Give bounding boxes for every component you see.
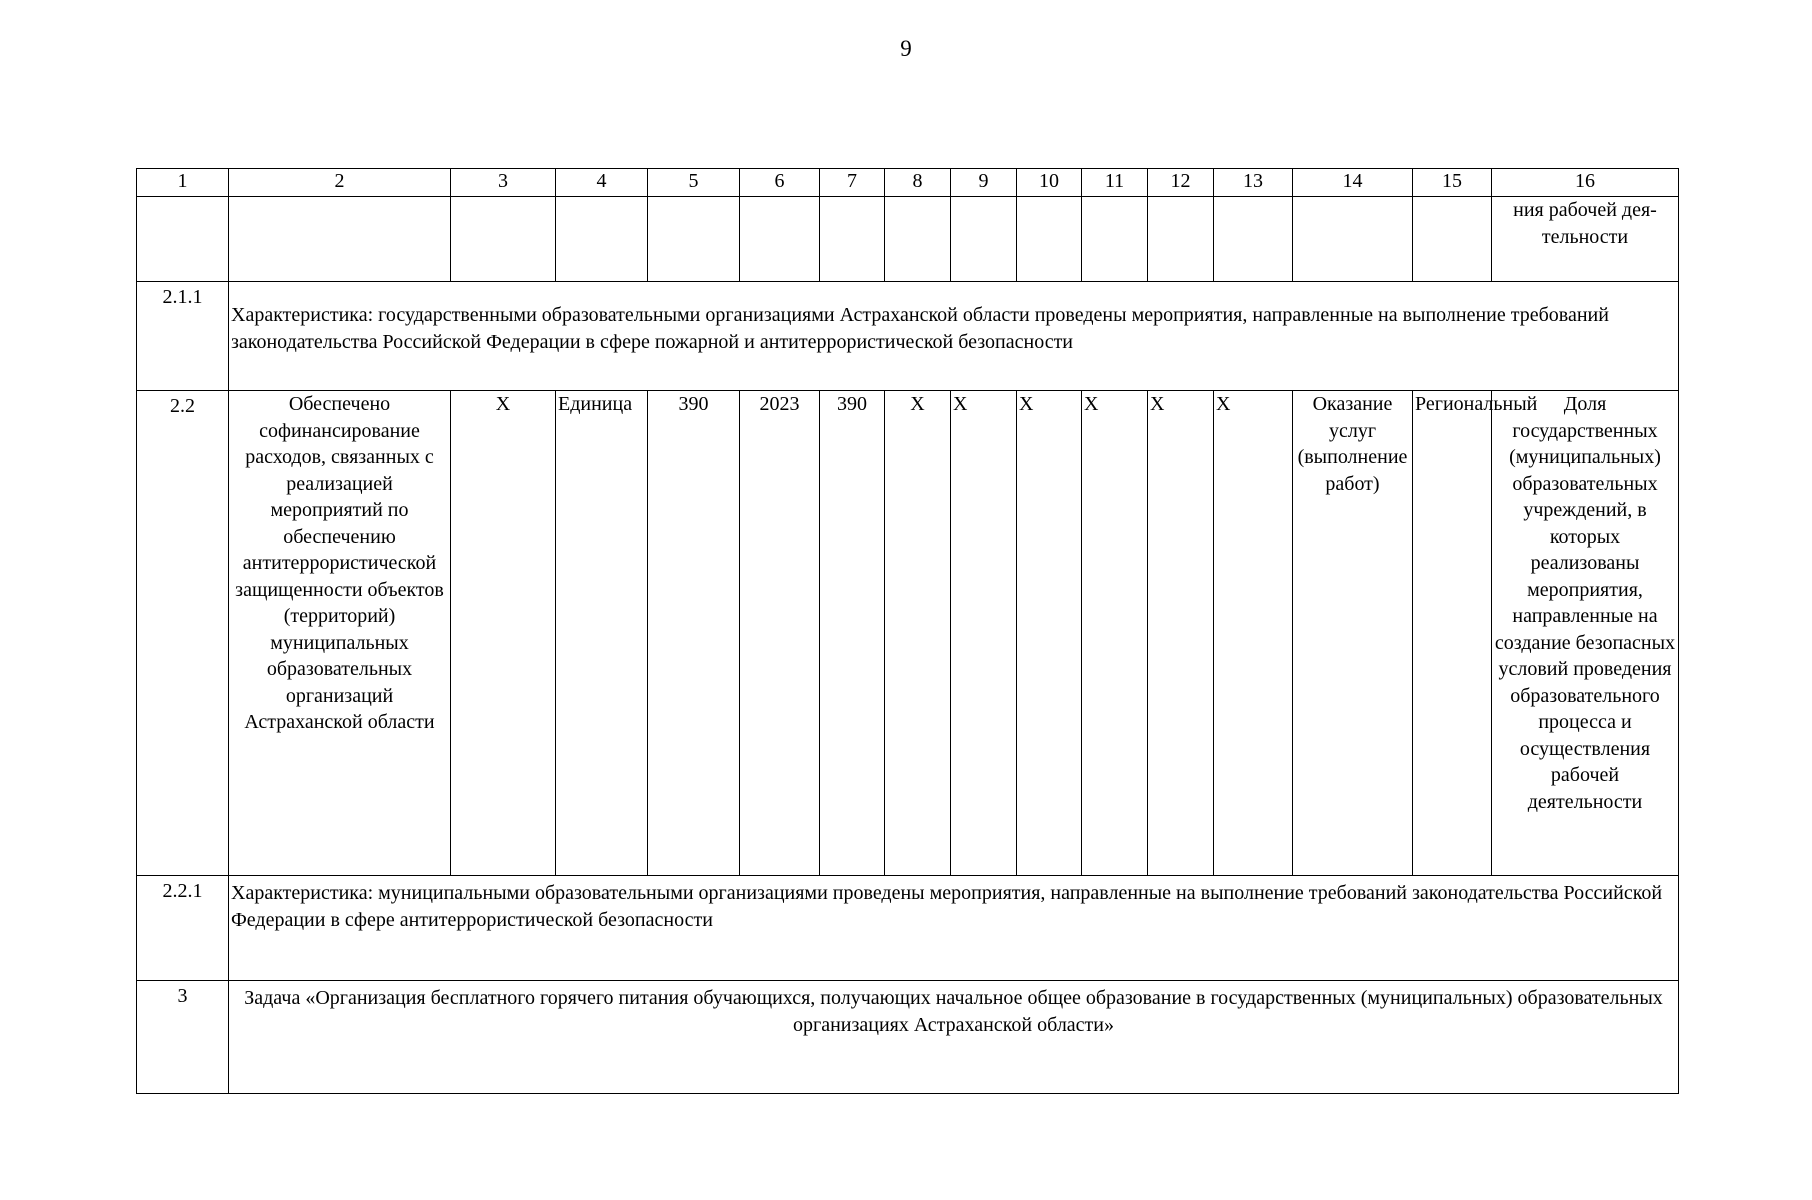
cell-col10: X bbox=[1017, 391, 1082, 876]
header-cell: 5 bbox=[648, 169, 740, 197]
header-cell: 4 bbox=[556, 169, 648, 197]
cell-col11: X bbox=[1082, 391, 1148, 876]
header-cell: 12 bbox=[1148, 169, 1214, 197]
task-text: Задача «Организация бесплатного горячего питания обучающихся, получающих начальное общее образование в государственных (муниципальных) образовательных организациях Астраханской области» bbox=[229, 981, 1679, 1094]
header-cell: 10 bbox=[1017, 169, 1082, 197]
row-number: 2.2 bbox=[137, 391, 229, 876]
row-number: 3 bbox=[137, 981, 229, 1094]
page-number: 9 bbox=[900, 36, 912, 61]
characteristic-text: Характеристика: муниципальными образовательными организациями проведены мероприятия, направленные на выполнение требований законодательства Российской Федерации в сфере антитеррористической безопасности bbox=[229, 876, 1679, 981]
row-number: 2.2.1 bbox=[137, 876, 229, 981]
table-row-2-1-1 bbox=[137, 282, 1679, 391]
header-cell: 14 bbox=[1293, 169, 1413, 197]
cell-col7: 390 bbox=[820, 391, 885, 876]
header-cell: 1 bbox=[137, 169, 229, 197]
header-cell: 16 bbox=[1492, 169, 1679, 197]
cell-col12: X bbox=[1148, 391, 1214, 876]
header-cell: 6 bbox=[740, 169, 820, 197]
header-cell: 15 bbox=[1413, 169, 1492, 197]
base-value-cell: 390 bbox=[648, 391, 740, 876]
header-cell: 11 bbox=[1082, 169, 1148, 197]
cell-col8: X bbox=[885, 391, 951, 876]
header-cell: 2 bbox=[229, 169, 451, 197]
table-row-continued bbox=[137, 197, 1679, 282]
unit-cell: Единица bbox=[556, 391, 648, 876]
row-number: 2.1.1 bbox=[137, 282, 229, 391]
header-cell: 13 bbox=[1214, 169, 1293, 197]
header-cell: 9 bbox=[951, 169, 1017, 197]
table-row-3 bbox=[137, 981, 1679, 1094]
table-row-2-2-1 bbox=[137, 876, 1679, 981]
base-year-cell: 2023 bbox=[740, 391, 820, 876]
level-cell: Региональный bbox=[1413, 391, 1492, 876]
characteristic-text: Характеристика: государственными образовательными организациями Астраханской области проведены мероприятия, направленные на выполнение требований законодательства Российской Федерации в сфере пожарной и антитеррористической безопасности bbox=[229, 282, 1679, 391]
document-table bbox=[136, 168, 1679, 1094]
cell-col13: X bbox=[1214, 391, 1293, 876]
header-cell: 8 bbox=[885, 169, 951, 197]
continued-indicator-cell: ния рабочей дея-тельности bbox=[1492, 197, 1679, 282]
cell-col3: X bbox=[451, 391, 556, 876]
result-description: Обеспечено софинансирование расходов, связанных с реализацией мероприятий по обеспечению антитеррористической защищенности объектов (территорий) муниципальных образовательных организаций Астраханской области bbox=[229, 391, 451, 876]
result-type-cell: Оказание услуг (выполнение работ) bbox=[1293, 391, 1413, 876]
header-cell: 7 bbox=[820, 169, 885, 197]
header-cell: 3 bbox=[451, 169, 556, 197]
indicator-cell: Доля государственных (муниципальных) образовательных учреждений, в которых реализованы мероприятия, направленные на создание безопасных условий проведения образовательного процесса и осуществления рабочей деятельности bbox=[1492, 391, 1679, 876]
table-header-row bbox=[137, 169, 1679, 197]
cell-col9: X bbox=[951, 391, 1017, 876]
table-row-2-2 bbox=[137, 391, 1679, 876]
